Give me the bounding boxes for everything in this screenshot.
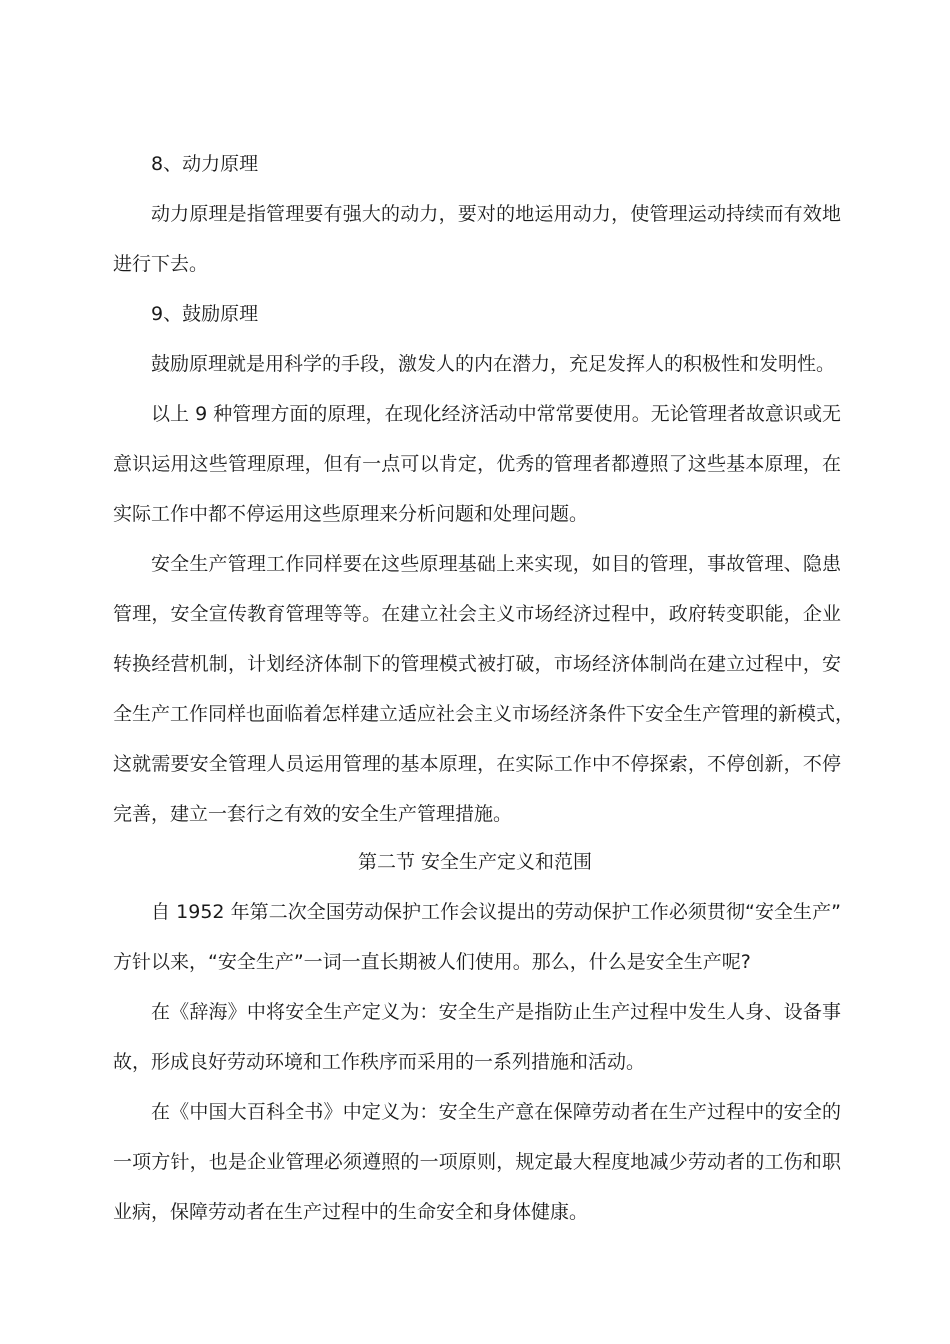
paragraph-line: 完善，建立一套行之有效的安全生产管理措施。 xyxy=(113,803,513,825)
paragraph-line: 全生产工作同样也面临着怎样建立适应社会主义市场经济条件下安全生产管理的新模式， xyxy=(113,703,855,725)
paragraph-line: 自 1952 年第二次全国劳动保护工作会议提出的劳动保护工作必须贯彻“安全生产” xyxy=(151,901,841,923)
paragraph-line: 业病，保障劳动者在生产过程中的生命安全和身体健康。 xyxy=(113,1201,589,1223)
paragraph-line: 进行下去。 xyxy=(113,253,209,275)
heading-encouragement-principle: 9、鼓励原理 xyxy=(151,303,259,325)
paragraph-line: 转换经营机制，计划经济体制下的管理模式被打破，市场经济体制尚在建立过程中，安 xyxy=(113,653,841,675)
paragraph-line: 故，形成良好劳动环境和工作秩序而采用的一系列措施和活动。 xyxy=(113,1051,646,1073)
paragraph-line: 方针以来，“安全生产”一词一直长期被人们使用。那么，什么是安全生产呢? xyxy=(113,951,751,973)
heading-dynamic-principle: 8、动力原理 xyxy=(151,153,259,175)
paragraph-line: 在《中国大百科全书》中定义为：安全生产意在保障劳动者在生产过程中的安全的 xyxy=(151,1101,841,1123)
paragraph-line: 动力原理是指管理要有强大的动力，要对的地运用动力，使管理运动持续而有效地 xyxy=(151,203,841,225)
paragraph-line: 一项方针，也是企业管理必须遵照的一项原则，规定最大程度地减少劳动者的工伤和职 xyxy=(113,1151,841,1173)
section-title: 第二节 安全生产定义和范围 xyxy=(357,851,593,873)
paragraph-line: 意识运用这些管理原理，但有一点可以肯定，优秀的管理者都遵照了这些基本原理，在 xyxy=(113,453,841,475)
paragraph-line: 鼓励原理就是用科学的手段，激发人的内在潜力，充足发挥人的积极性和发明性。 xyxy=(151,353,836,375)
paragraph-line: 安全生产管理工作同样要在这些原理基础上来实现，如目的管理，事故管理、隐患 xyxy=(151,553,841,575)
paragraph-line: 在《辞海》中将安全生产定义为：安全生产是指防止生产过程中发生人身、设备事 xyxy=(151,1001,841,1023)
paragraph-line: 以上 9 种管理方面的原理，在现化经济活动中常常要使用。无论管理者故意识或无 xyxy=(151,403,841,425)
paragraph-line: 实际工作中都不停运用这些原理来分析问题和处理问题。 xyxy=(113,503,589,525)
paragraph-line: 这就需要安全管理人员运用管理的基本原理，在实际工作中不停探索，不停创新，不停 xyxy=(113,753,841,775)
paragraph-line: 管理，安全宣传教育管理等等。在建立社会主义市场经济过程中，政府转变职能，企业 xyxy=(113,603,841,625)
